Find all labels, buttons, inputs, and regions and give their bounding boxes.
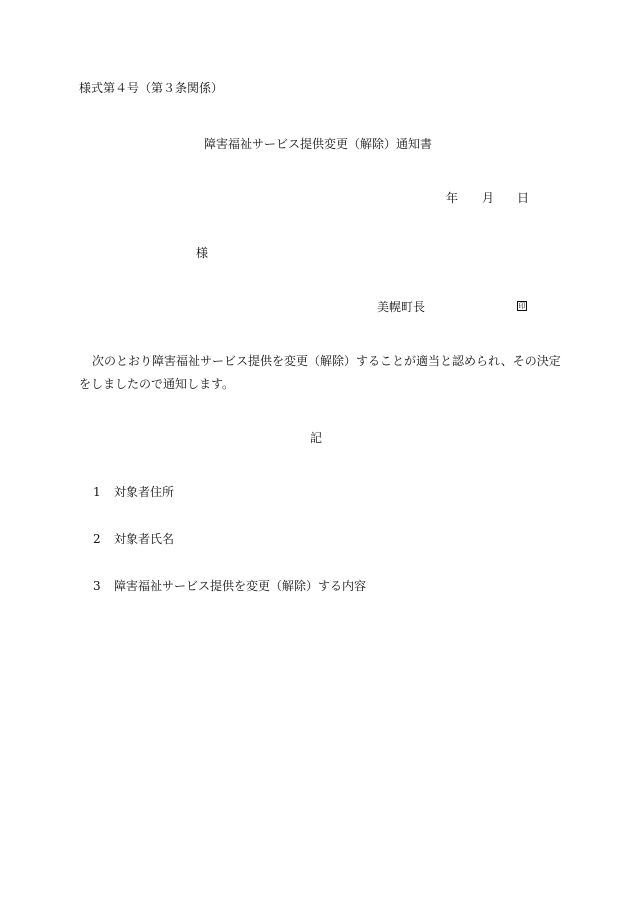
body-text-line-2: をしましたので通知します。	[79, 377, 235, 391]
item-number: 1	[93, 485, 101, 499]
date-year-label: 年	[446, 191, 459, 205]
issuer-name: 美幌町長	[377, 300, 426, 314]
date-month-label: 月	[482, 191, 495, 205]
ki-heading: 記	[310, 431, 323, 445]
addressee-suffix: 様	[196, 246, 209, 260]
item-label: 障害福祉サービス提供を変更（解除）する内容	[114, 579, 367, 593]
document-title: 障害福祉サービス提供変更（解除）通知書	[204, 137, 433, 151]
body-text-line-1: 次のとおり障害福祉サービス提供を変更（解除）することが適当と認められ、その決定	[92, 354, 561, 368]
date-day-label: 日	[517, 191, 530, 205]
item-number: 2	[93, 532, 101, 546]
item-label: 対象者住所	[114, 485, 175, 499]
seal-mark: 印	[518, 302, 526, 310]
form-number: 様式第４号（第３条関係）	[79, 81, 224, 95]
item-label: 対象者氏名	[114, 532, 175, 546]
item-number: 3	[93, 579, 101, 593]
